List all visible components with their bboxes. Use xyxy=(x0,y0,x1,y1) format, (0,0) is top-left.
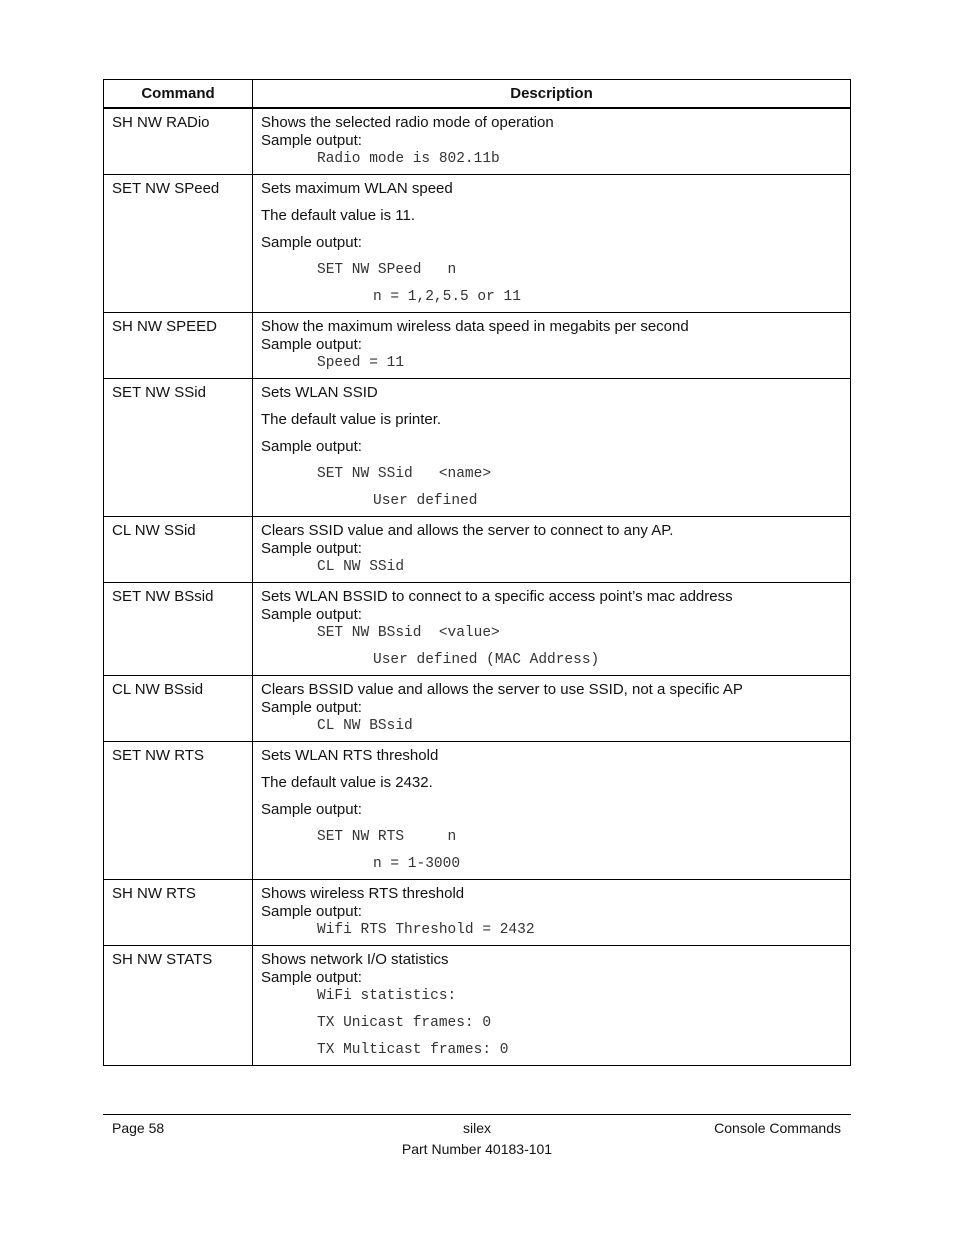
column-header-description: Description xyxy=(253,80,851,109)
description-cell xyxy=(253,880,851,946)
description-text: Sets WLAN BSSID to connect to a specific access point’s mac address xyxy=(261,588,733,605)
description-text: Sample output: xyxy=(261,699,362,716)
command-cell: SET NW BSsid xyxy=(104,583,253,676)
sample-output-code: CL NW SSid xyxy=(317,559,405,575)
command-cell: SET NW SSid xyxy=(104,379,253,517)
description-text: Shows the selected radio mode of operation xyxy=(261,114,554,131)
sample-output-code: SET NW RTS n xyxy=(317,829,457,845)
table-body xyxy=(104,108,851,1066)
table-row xyxy=(104,742,851,880)
sample-output-code: n = 1,2,5.5 or 11 xyxy=(373,289,521,305)
description-cell xyxy=(253,517,851,583)
description-text: The default value is printer. xyxy=(261,411,442,428)
description-text: The default value is 11. xyxy=(261,207,415,224)
description-text: Sample output: xyxy=(261,969,362,986)
description-text: Sample output: xyxy=(261,903,362,920)
command-cell: CL NW BSsid xyxy=(104,676,253,742)
sample-output-code: CL NW BSsid xyxy=(317,718,413,734)
table-header-row xyxy=(104,80,851,109)
table-row xyxy=(104,946,851,1066)
sample-output-code: WiFi statistics: xyxy=(317,988,457,1004)
sample-output-code: User defined xyxy=(373,493,478,509)
description-cell xyxy=(253,108,851,175)
footer-part-number: Part Number 40183-101 xyxy=(401,1141,553,1157)
sample-output-code: SET NW BSsid <value> xyxy=(317,625,500,641)
description-cell xyxy=(253,946,851,1066)
description-cell xyxy=(253,583,851,676)
description-cell xyxy=(253,175,851,313)
sample-output-code: SET NW SPeed n xyxy=(317,262,457,278)
description-text: Sample output: xyxy=(261,606,362,623)
sample-output-code: Radio mode is 802.11b xyxy=(317,151,500,167)
command-cell: SH NW RADio xyxy=(104,108,253,175)
table-row xyxy=(104,175,851,313)
description-text: Sample output: xyxy=(261,540,362,557)
table-row xyxy=(104,676,851,742)
sample-output-code: TX Multicast frames: 0 xyxy=(317,1042,509,1058)
table-row xyxy=(104,313,851,379)
description-text: Clears SSID value and allows the server to connect to any AP. xyxy=(261,522,674,539)
footer-divider xyxy=(103,1114,851,1115)
description-text: The default value is 2432. xyxy=(261,774,433,791)
sample-output-code: n = 1-3000 xyxy=(373,856,461,872)
description-text: Sample output: xyxy=(261,438,362,455)
sample-output-code: Speed = 11 xyxy=(317,355,405,371)
description-text: Sample output: xyxy=(261,801,362,818)
description-text: Sample output: xyxy=(261,336,362,353)
description-cell xyxy=(253,379,851,517)
sample-output-code: User defined (MAC Address) xyxy=(373,652,600,668)
table-row xyxy=(104,108,851,175)
description-text: Shows wireless RTS threshold xyxy=(261,885,465,902)
sample-output-code: SET NW SSid <name> xyxy=(317,466,492,482)
table-row xyxy=(104,379,851,517)
description-text: Sets maximum WLAN speed xyxy=(261,180,453,197)
description-text: Clears BSSID value and allows the server to use SSID, not a specific AP xyxy=(261,681,743,698)
command-table xyxy=(103,79,851,1066)
command-cell: SH NW RTS xyxy=(104,880,253,946)
description-cell xyxy=(253,742,851,880)
description-text: Sets WLAN RTS threshold xyxy=(261,747,439,764)
sample-output-code: TX Unicast frames: 0 xyxy=(317,1015,492,1031)
column-header-command: Command xyxy=(104,80,253,109)
command-cell: SET NW SPeed xyxy=(104,175,253,313)
description-cell xyxy=(253,676,851,742)
command-cell: SH NW SPEED xyxy=(104,313,253,379)
description-text: Sample output: xyxy=(261,132,362,149)
footer-page-number: Page 58 xyxy=(112,1120,165,1136)
command-cell: SH NW STATS xyxy=(104,946,253,1066)
description-cell xyxy=(253,313,851,379)
description-text: Shows network I/O statistics xyxy=(261,951,449,968)
description-text: Sample output: xyxy=(261,234,362,251)
description-text: Show the maximum wireless data speed in megabits per second xyxy=(261,318,689,335)
description-text: Sets WLAN SSID xyxy=(261,384,378,401)
table-row xyxy=(104,517,851,583)
footer-section: Console Commands xyxy=(714,1120,841,1136)
command-cell: CL NW SSid xyxy=(104,517,253,583)
footer-company: silex xyxy=(462,1120,491,1136)
table-row xyxy=(104,880,851,946)
sample-output-code: Wifi RTS Threshold = 2432 xyxy=(317,922,535,938)
command-cell: SET NW RTS xyxy=(104,742,253,880)
table-row xyxy=(104,583,851,676)
